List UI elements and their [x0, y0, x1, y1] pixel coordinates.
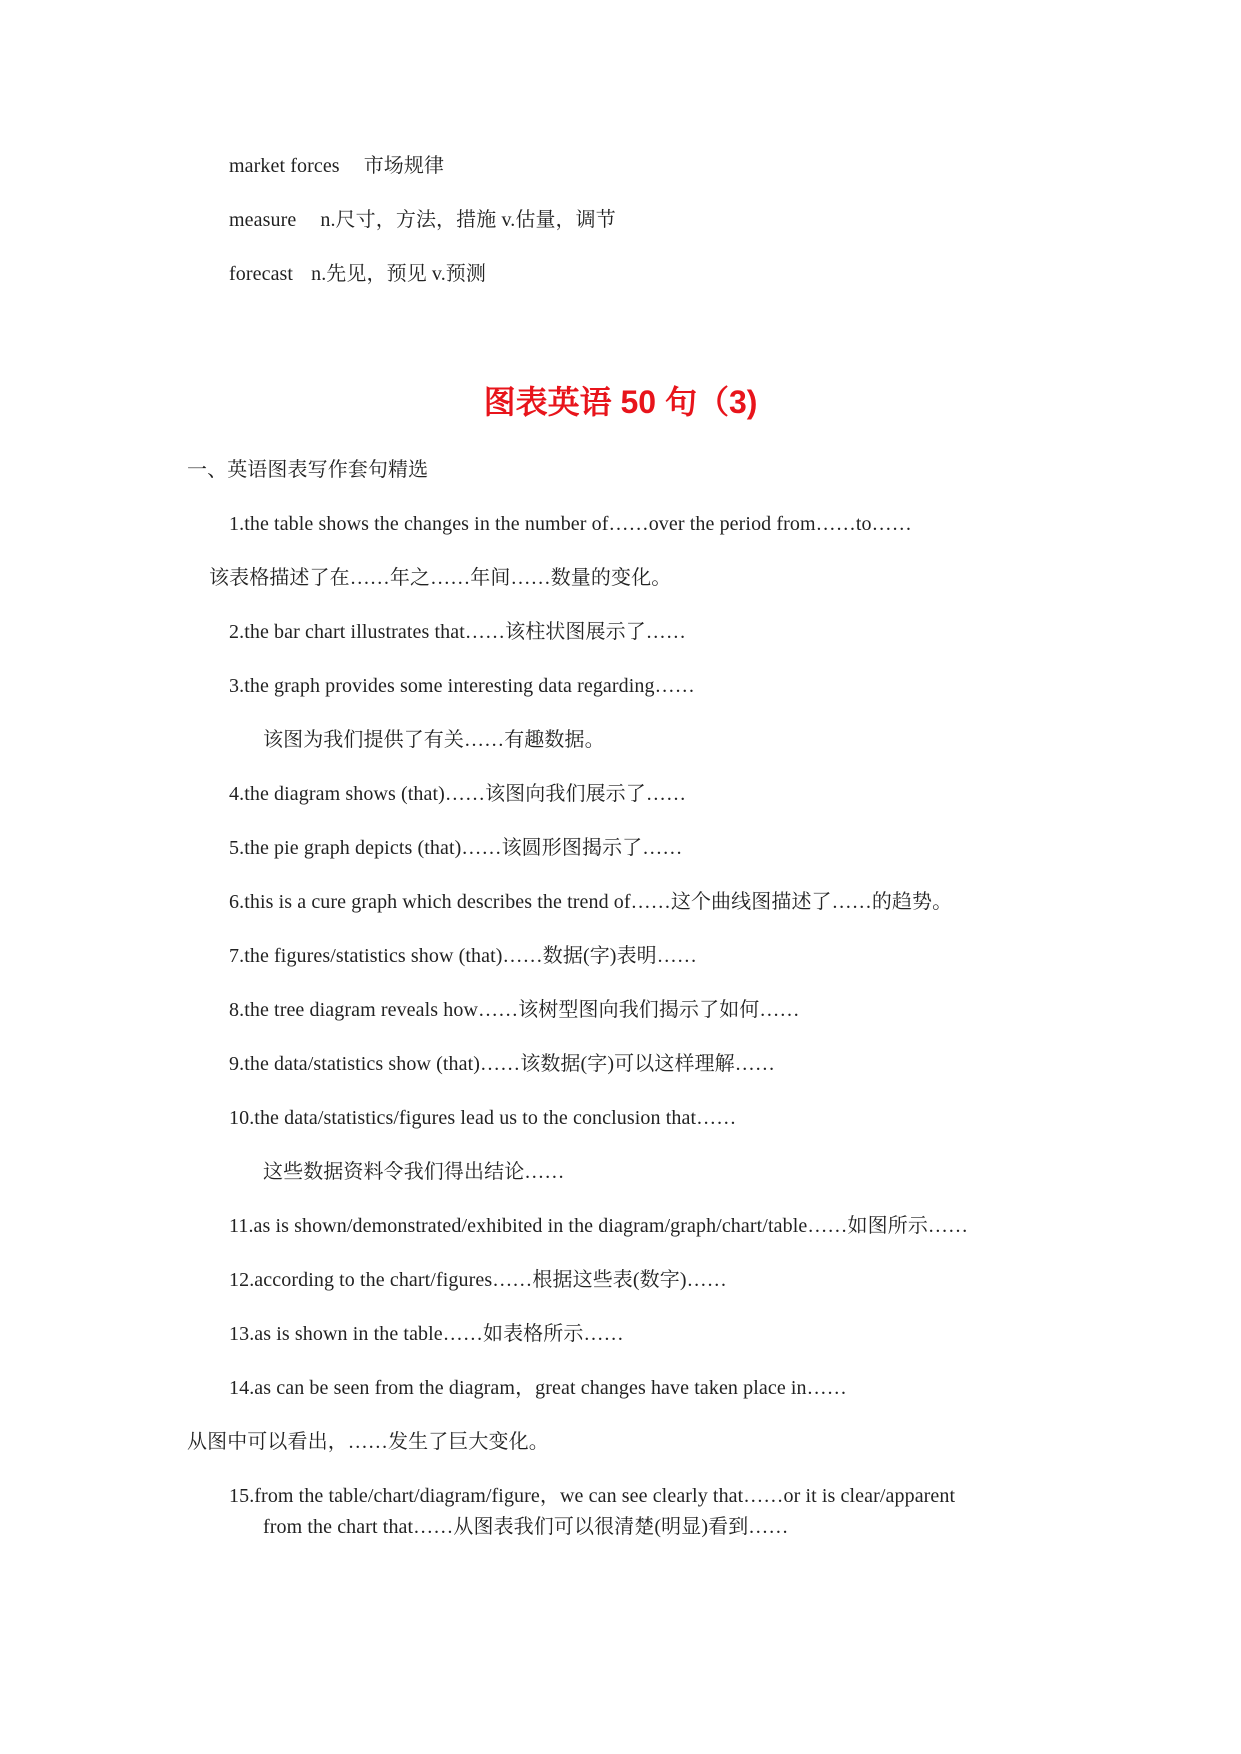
sentence-line: 5.the pie graph depicts (that)……该圆形图揭示了…… [229, 837, 683, 859]
sentence-line: 7.the figures/statistics show (that)……数据(字)表明…… [229, 945, 697, 967]
sentence-line: 10.the data/statistics/figures lead us to the conclusion that…… [229, 1107, 737, 1129]
sentence-line: 13.as is shown in the table……如表格所示…… [229, 1323, 624, 1345]
vocab-term: forecast [229, 263, 294, 285]
vocab-line-measure [229, 208, 616, 232]
sentence-line: 2.the bar chart illustrates that……该柱状图展示了…… [229, 621, 686, 643]
sentence-line: 15.from the table/chart/diagram/figure，we can see clearly that……or it is clear/apparent [229, 1485, 956, 1507]
vocab-meaning: 市场规律 [363, 155, 445, 177]
vocab-line-market-forces [229, 154, 444, 178]
sentence-line: 12.according to the chart/figures……根据这些表(数字)…… [229, 1269, 727, 1291]
sentence-line: 14.as can be seen from the diagram，great changes have taken place in…… [229, 1377, 847, 1399]
sentence-translation: 该图为我们提供了有关……有趣数据。 [263, 729, 605, 751]
vocab-line-forecast [229, 262, 486, 286]
vocab-meaning: n.尺寸，方法，措施 v.估量，调节 [320, 209, 616, 231]
sentence-translation: 该表格描述了在……年之……年间……数量的变化。 [209, 567, 672, 589]
sentence-line: 1.the table shows the changes in the number of……over the period from……to…… [229, 513, 912, 535]
sentence-translation: 这些数据资料令我们得出结论…… [263, 1161, 565, 1183]
page-title: 图表英语 50 句（3) [483, 384, 758, 420]
vocab-term: market forces [229, 155, 340, 177]
sentence-line-continued: from the chart that……从图表我们可以很清楚(明显)看到…… [263, 1516, 789, 1538]
sentence-line: 4.the diagram shows (that)……该图向我们展示了…… [229, 783, 687, 805]
sentence-line: 9.the data/statistics show (that)……该数据(字)可以这样理解…… [229, 1053, 775, 1075]
sentence-translation: 从图中可以看出，……发生了巨大变化。 [187, 1431, 549, 1453]
sentence-line: 11.as is shown/demonstrated/exhibited in the diagram/graph/chart/table……如图所示…… [229, 1215, 969, 1237]
sentence-line: 3.the graph provides some interesting data regarding…… [229, 675, 695, 697]
sentence-line: 6.this is a cure graph which describes the trend of……这个曲线图描述了……的趋势。 [229, 891, 953, 913]
section-heading: 一、英语图表写作套句精选 [187, 459, 429, 481]
vocab-term: measure [229, 209, 297, 231]
sentence-line: 8.the tree diagram reveals how……该树型图向我们揭示了如何…… [229, 999, 800, 1021]
vocab-meaning: n.先见，预见 v.预测 [311, 263, 486, 285]
